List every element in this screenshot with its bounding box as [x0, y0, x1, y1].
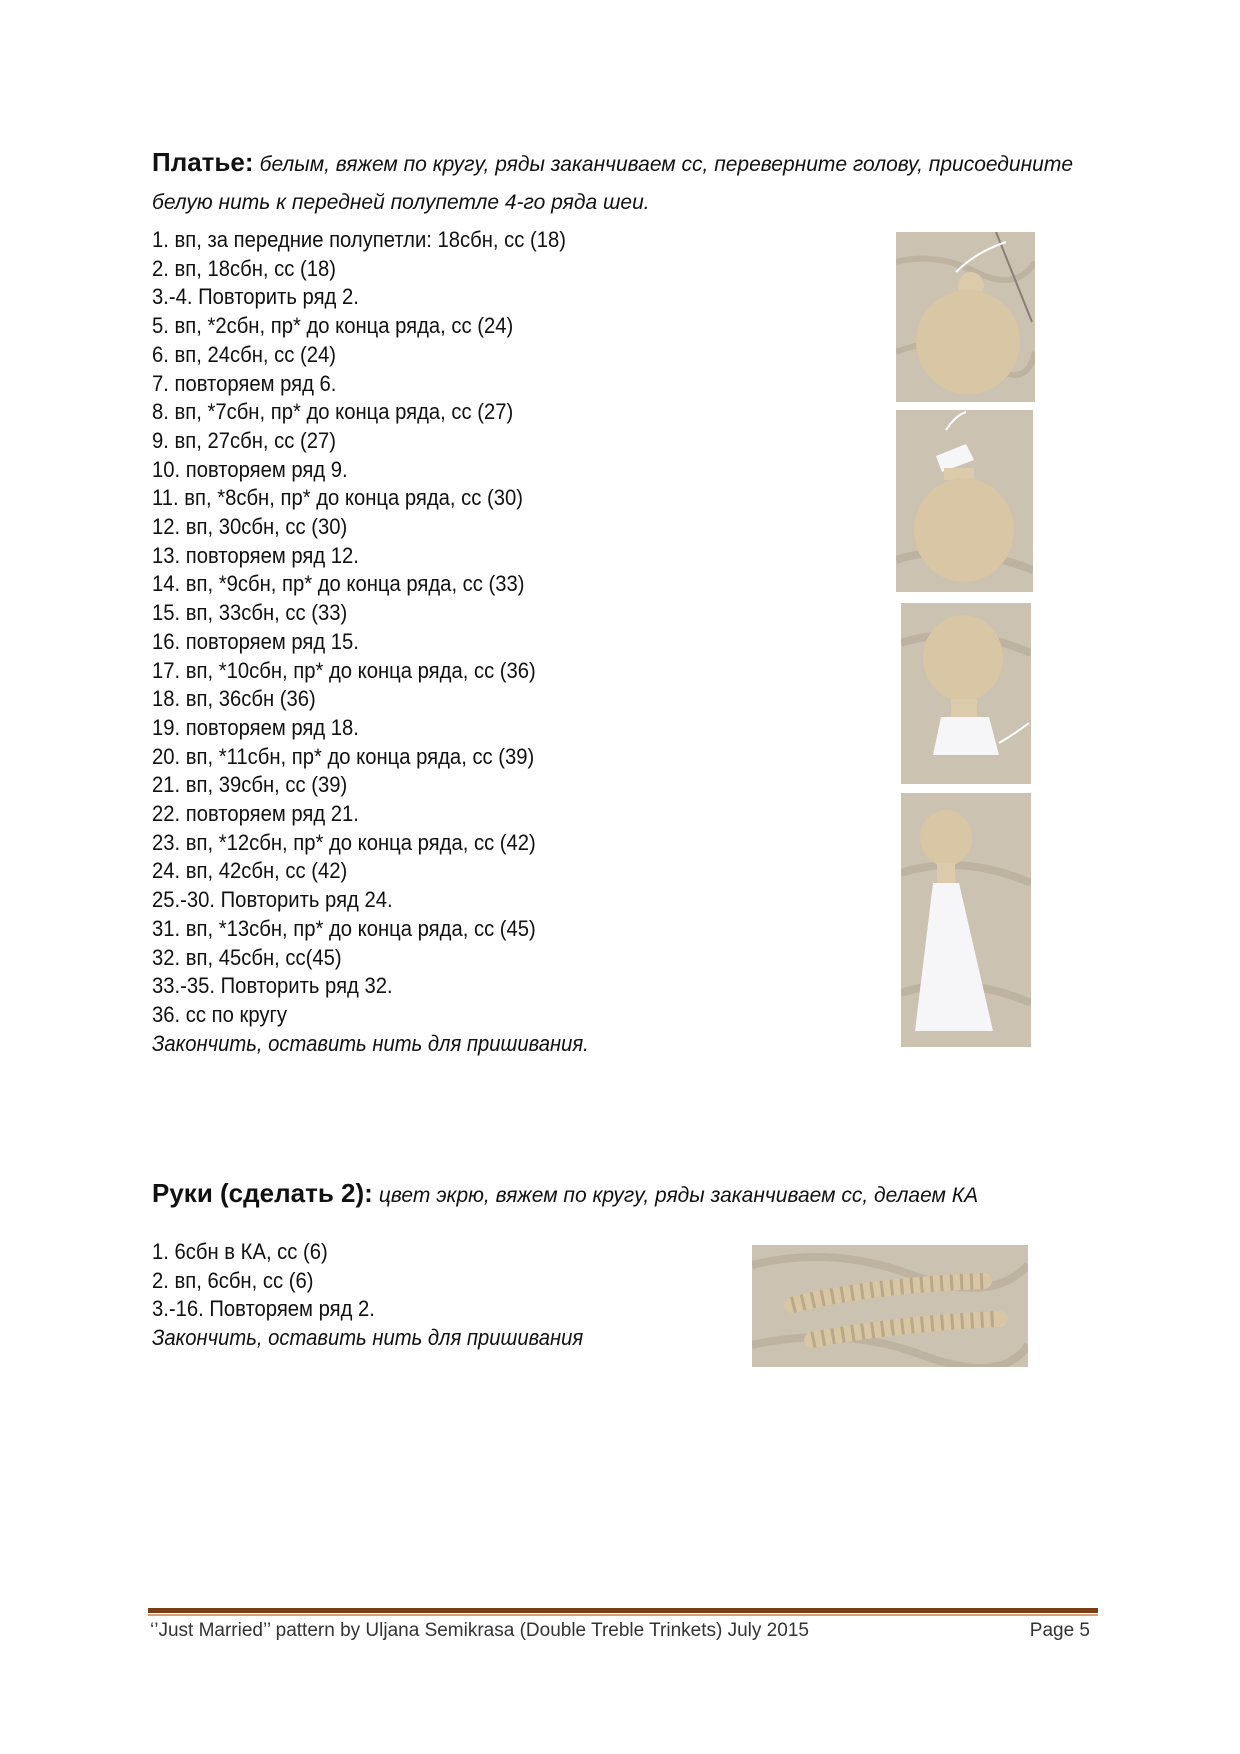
arms-description: цвет экрю, вяжем по кругу, ряды заканчиваем сс, делаем КА: [378, 1184, 979, 1207]
list-item: 31. вп, *13сбн, пр* до конца ряда, сс (45): [152, 915, 536, 941]
dress-final-note: Закончить, оставить нить для пришивания.: [152, 1030, 589, 1056]
dress-description-cont: белую нить к передней полупетле 4-го ряда шеи.: [152, 191, 650, 214]
list-item: 20. вп, *11сбн, пр* до конца ряда, сс (39): [152, 743, 535, 769]
dress-title: Платье:: [152, 147, 254, 177]
list-item: 21. вп, 39сбн, сс (39): [152, 772, 348, 798]
arms-title: Руки (сделать 2):: [152, 1178, 373, 1208]
list-item: 3.-16. Повторяем ряд 2.: [152, 1296, 375, 1322]
list-item: 19. повторяем ряд 18.: [152, 714, 359, 740]
list-item: 6. вп, 24сбн, сс (24): [152, 341, 336, 367]
arms-heading: [152, 1176, 978, 1213]
list-item: 12. вп, 30сбн, сс (30): [152, 514, 348, 540]
footer-divider: [148, 1608, 1098, 1616]
arms-photo: [752, 1245, 1028, 1367]
list-item: 16. повторяем ряд 15.: [152, 628, 359, 654]
list-item: 10. повторяем ряд 9.: [152, 456, 348, 482]
list-item: 7. повторяем ряд 6.: [152, 370, 337, 396]
list-item: 23. вп, *12сбн, пр* до конца ряда, сс (42): [152, 829, 536, 855]
footer-credit: ‘’Just Married’’ pattern by Uljana Semikrasa (Double Treble Trinkets) July 2015: [150, 1620, 809, 1641]
list-item: 2. вп, 18сбн, сс (18): [152, 255, 336, 281]
arms-rows: [152, 1238, 621, 1353]
list-item: 3.-4. Повторить ряд 2.: [152, 284, 359, 310]
dress-photo-3: [901, 603, 1031, 784]
list-item: 24. вп, 42сбн, сс (42): [152, 858, 348, 884]
arms-final-note: Закончить, оставить нить для пришивания: [152, 1325, 584, 1351]
list-item: 17. вп, *10сбн, пр* до конца ряда, сс (36): [152, 657, 536, 683]
list-item: 22. повторяем ряд 21.: [152, 801, 359, 827]
list-item: 32. вп, 45сбн, сс(45): [152, 944, 342, 970]
dress-heading: [152, 145, 1073, 182]
dress-photo-2: [896, 410, 1033, 592]
dress-description: белым, вяжем по кругу, ряды заканчиваем сс, переверните голову, присоедините: [259, 153, 1074, 176]
dress-photo-1: [896, 232, 1035, 402]
list-item: 14. вп, *9сбн, пр* до конца ряда, сс (33): [152, 571, 525, 597]
list-item: 13. повторяем ряд 12.: [152, 542, 359, 568]
list-item: 9. вп, 27сбн, сс (27): [152, 427, 336, 453]
list-item: 1. 6сбн в КА, сс (6): [152, 1239, 328, 1264]
list-item: 8. вп, *7сбн, пр* до конца ряда, сс (27): [152, 399, 514, 425]
list-item: 15. вп, 33сбн, сс (33): [152, 600, 348, 626]
dress-rows: [152, 226, 627, 1058]
list-item: 1. вп, за передние полупетли: 18сбн, сс (18): [152, 227, 567, 252]
list-item: 36. сс по кругу: [152, 1001, 287, 1027]
list-item: 18. вп, 36сбн (36): [152, 686, 316, 712]
list-item: 11. вп, *8сбн, пр* до конца ряда, сс (30): [152, 485, 524, 511]
list-item: 2. вп, 6сбн, сс (6): [152, 1267, 314, 1293]
list-item: 5. вп, *2сбн, пр* до конца ряда, сс (24): [152, 313, 514, 339]
page-number: Page 5: [1029, 1620, 1090, 1641]
list-item: 33.-35. Повторить ряд 32.: [152, 973, 393, 999]
list-item: 25.-30. Повторить ряд 24.: [152, 887, 393, 913]
dress-photo-4: [901, 793, 1031, 1047]
